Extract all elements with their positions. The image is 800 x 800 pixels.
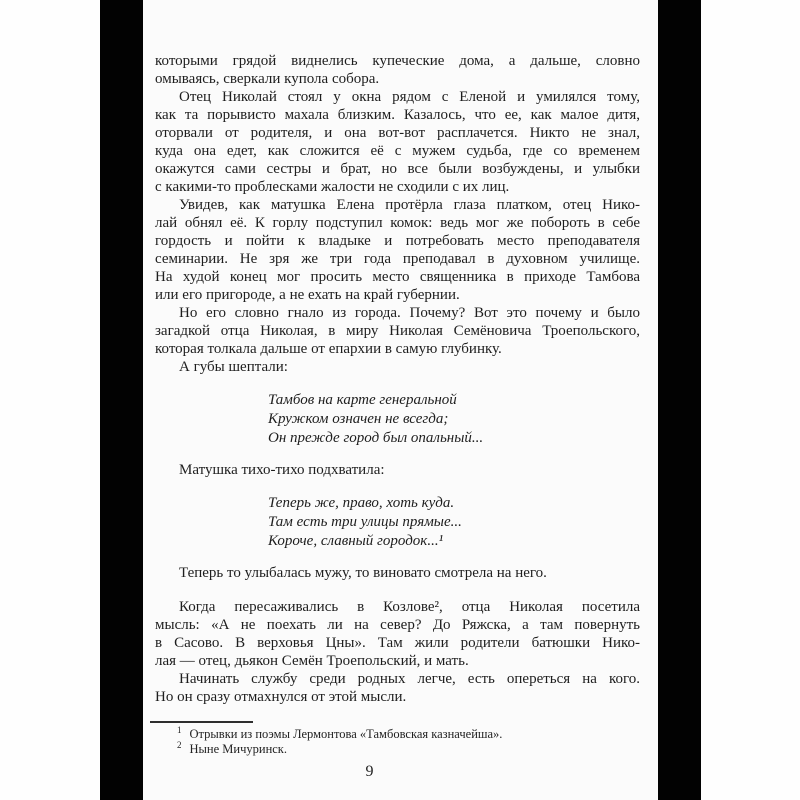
text-line: Теперь то улыбалась мужу, то виновато смотрела на него. [179,565,547,581]
paragraph [155,670,640,706]
text-line: Матушка тихо-тихо подхватила: [179,462,385,478]
text-line: которыми грядой виднелись купеческие дома, а дальше, словно [155,53,640,69]
footnote-marker: 1 [177,724,182,735]
page-text [155,52,640,706]
text-line: загадкой отца Николая, в миру Николая Семёновича Троепольского, [155,323,640,339]
paragraph [155,196,640,304]
text-line: семинарии. Не зря же три года преподавал в духовном училище. [155,251,640,267]
text-line: Увидев, как матушка Елена протёрла глаза платком, отец Нико- [179,197,640,213]
text-line: лай обнял её. К горлу подступил комок: ведь мог же побороть в себе [155,215,640,231]
paragraph [155,598,640,670]
paragraph [155,52,640,88]
text-line: Он прежде город был опальный... [268,430,484,446]
footnotes [155,724,640,757]
page-number: 9 [365,763,374,780]
book-page [143,0,658,800]
text-line: Кружком означен не всегда; [268,411,449,427]
text-line: куда она едет, как сложится её с мужем судьба, где со временем [155,143,640,159]
footnote [155,724,640,742]
footnote-divider [150,721,253,723]
text-line: которая толкала дальше от епархии в самую глубинку. [155,341,502,357]
text-line: А губы шептали: [179,359,288,375]
text-line: На худой конец мог просить место священника в приходе Тамбова [155,269,640,285]
text-line: лая — отец, дьякон Семён Троепольский, и мать. [155,653,469,669]
text-line: Теперь же, право, хоть куда. [268,495,455,511]
paragraph [155,88,640,196]
text-line: Но его словно гнало из города. Почему? Вот это почему и было [179,305,640,321]
paragraph [155,564,640,582]
paragraph [155,304,640,358]
text-line: или его пригороде, а не ехать на край губернии. [155,287,460,303]
verse-quote [268,494,640,551]
paragraph [155,358,640,376]
footnote [155,739,640,757]
text-line: в Сасово. В верховья Цны». Там жили родители батюшки Нико- [155,635,640,651]
book-cover-edge-right [658,0,701,800]
text-line: Короче, славный городок...¹ [268,533,444,549]
verse-quote [268,391,640,448]
footnote-text: Ныне Мичуринск. [189,742,288,756]
text-line: Начинать службу среди родных легче, есть опереться на кого. [179,671,640,687]
text-line: Отец Николай стоял у окна рядом с Еленой и умилялся тому, [179,89,640,105]
text-line: оторвали от родителя, и она вот-вот расплачется. Никто не знал, [155,125,640,141]
text-line: Когда пересаживались в Козлове², отца Николая посетила [179,599,640,615]
footnote-marker: 2 [177,739,182,750]
paragraph [155,461,640,479]
text-line: Там есть три улицы прямые... [268,514,462,530]
text-line: мысль: «А не поехать ли на север? До Ряжска, а там повернуть [155,617,640,633]
text-line: омываясь, сверкали купола собора. [155,71,380,87]
text-line: как та порывисто махала близким. Казалось, что ее, как малое дитя, [155,107,640,123]
footnote-area [155,721,640,757]
text-line: с какими-то проблесками жалости не сходили с их лиц. [155,179,510,195]
text-line: окажутся сами сестры и брат, но все были возбуждены, и улыбки [155,161,640,177]
book-cover-edge-left [100,0,143,800]
footnote-text: Отрывки из поэмы Лермонтова «Тамбовская казначейша». [189,727,503,741]
text-line: Но он сразу отмахнулся от этой мысли. [155,689,407,705]
text-line: Тамбов на карте генеральной [268,392,457,408]
text-line: гордость и пойти к владыке и потребовать место преподавателя [155,233,640,249]
